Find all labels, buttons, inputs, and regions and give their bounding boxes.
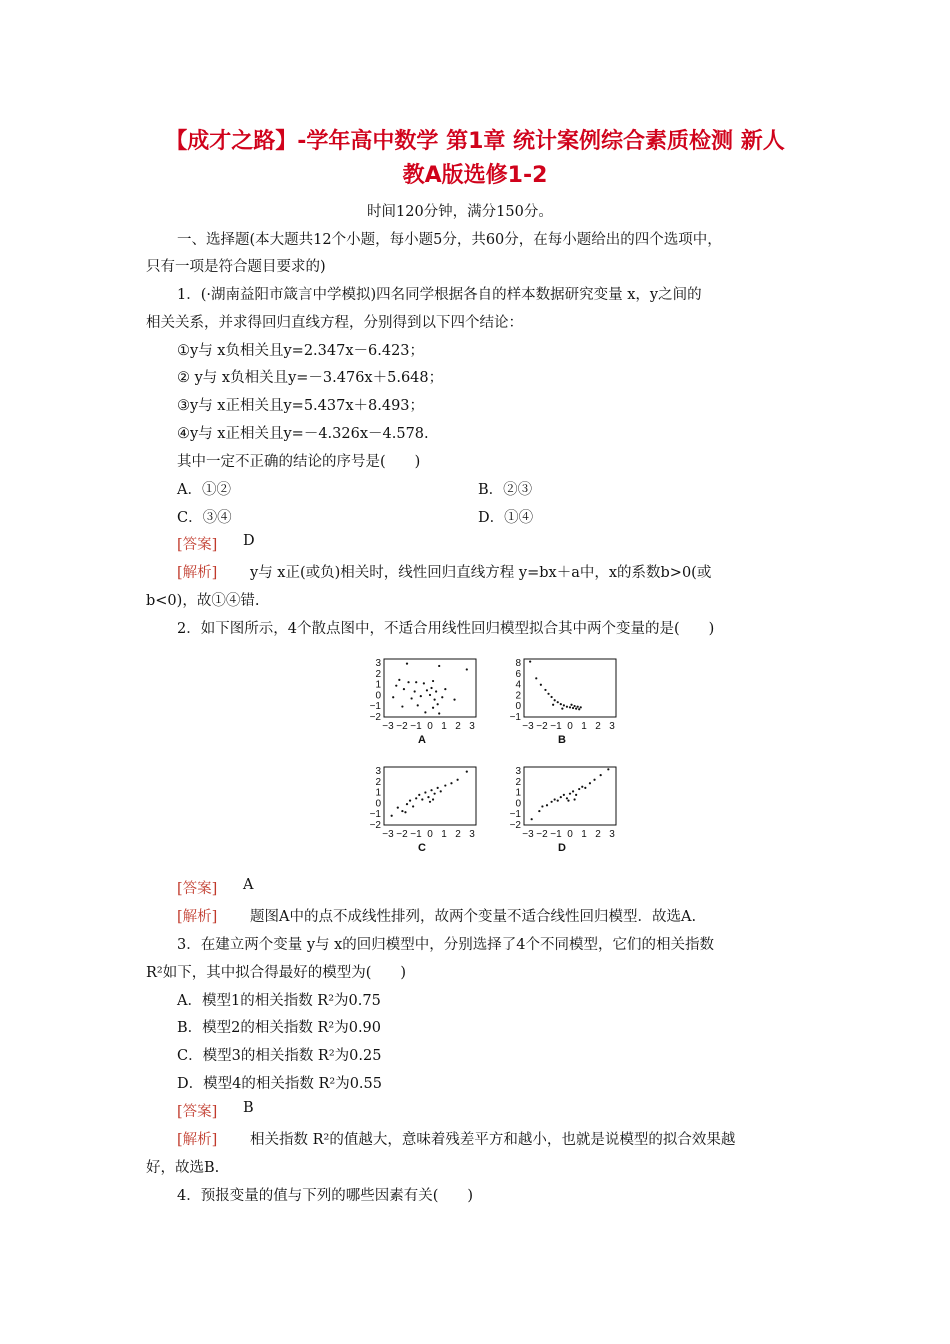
data-point [566, 706, 568, 708]
q1-explanation-cont: b<0)，故①④错. [146, 593, 260, 609]
plot-frame [384, 659, 476, 717]
scatter-plot-a [360, 655, 485, 755]
data-point [430, 789, 432, 791]
data-point [406, 803, 408, 805]
data-point [538, 810, 540, 812]
y-tick-label: −1 [369, 701, 381, 713]
data-point [401, 705, 403, 707]
data-point [437, 787, 439, 789]
data-point [572, 790, 574, 792]
data-point [423, 682, 425, 684]
y-tick-label: 1 [515, 787, 521, 799]
q3-answer-tag: [答案] [177, 1104, 218, 1120]
x-tick-label: 2 [595, 721, 601, 732]
data-point [412, 805, 414, 807]
data-point [466, 668, 468, 670]
x-tick-label: 1 [581, 721, 587, 732]
q1-answer: D [243, 533, 255, 549]
q3-option-a: A．模型1的相关指数 R²为0.75 [177, 993, 381, 1009]
x-tick-label: 3 [469, 721, 475, 732]
data-point [551, 801, 553, 803]
data-point [453, 699, 455, 701]
y-tick-label: 8 [515, 658, 521, 669]
plot-frame [384, 767, 476, 825]
y-tick-label: 3 [375, 658, 381, 669]
q1-question: 其中一定不正确的结论的序号是( ) [177, 454, 421, 470]
y-tick-label: 4 [515, 679, 521, 691]
data-point [560, 703, 562, 705]
data-point [392, 696, 394, 698]
q3-explain-tag: [解析] [177, 1132, 218, 1148]
data-point [438, 665, 440, 667]
q1-conclusion-3: ③y与 x正相关且y=5.437x＋8.493； [177, 398, 425, 414]
x-tick-label: −2 [396, 721, 408, 732]
q3-explanation: 相关指数 R²的值越大，意味着残差平方和越小，也就是说模型的拟合效果越 [250, 1132, 736, 1148]
y-tick-label: 2 [515, 776, 521, 788]
x-tick-label: 2 [595, 829, 601, 840]
y-tick-label: 0 [375, 690, 381, 702]
q2-explain-tag: [解析] [177, 909, 218, 925]
data-point [466, 771, 468, 773]
data-point [440, 790, 442, 792]
q3-answer: B [243, 1100, 254, 1116]
q1-option-a: A．①② [177, 482, 231, 498]
y-tick-label: −1 [369, 809, 381, 821]
q1-explanation: y与 x正(或负)相关时，线性回归直线方程 y=bx＋a中，x的系数b>0(或 [250, 565, 712, 581]
x-tick-label: −1 [550, 829, 562, 840]
doc-title-line1: 【成才之路】-学年高中数学 第1章 统计案例综合素质检测 新人 [165, 129, 785, 154]
data-point [409, 800, 411, 802]
y-tick-label: 2 [375, 776, 381, 788]
data-point [546, 804, 548, 806]
data-point [415, 681, 417, 683]
data-point [567, 800, 569, 802]
doc-title-line2: 教A版选修1-2 [402, 163, 548, 188]
data-point [563, 794, 565, 796]
y-tick-label: −1 [509, 809, 521, 821]
data-point [424, 711, 426, 713]
x-tick-label: −1 [410, 829, 422, 840]
x-tick-label: −3 [382, 829, 394, 840]
data-point [578, 788, 580, 790]
scatter-plots [360, 655, 620, 865]
data-point [424, 791, 426, 793]
section-heading: 一、选择题(本大题共12个小题，每小题5分，共60分，在每小题给出的四个选项中， [177, 232, 722, 248]
data-point [584, 787, 586, 789]
q1-option-b: B．②③ [478, 482, 533, 498]
data-point [575, 708, 577, 710]
x-tick-label: 3 [609, 829, 615, 840]
data-point [552, 704, 554, 706]
q2-explanation: 题图A中的点不成线性排列，故两个变量不适合线性回归模型．故选A. [250, 909, 697, 925]
q3-explanation-cont: 好，故选B. [146, 1160, 220, 1176]
data-point [569, 793, 571, 795]
x-tick-label: −3 [522, 829, 534, 840]
data-point [411, 697, 413, 699]
scatter-plot-b [500, 655, 625, 755]
q1-conclusion-1: ①y与 x负相关且y=2.347x－6.423； [177, 343, 425, 359]
x-tick-label: −3 [522, 721, 534, 732]
x-tick-label: 1 [581, 829, 587, 840]
x-tick-label: 0 [567, 829, 573, 840]
data-point [457, 779, 459, 781]
data-point [437, 703, 439, 705]
plot-label: A [418, 734, 426, 746]
data-point [593, 779, 595, 781]
q1-conclusion-4: ④y与 x正相关且y=－4.326x－4.578. [177, 426, 429, 442]
data-point [432, 798, 434, 800]
y-tick-label: −2 [509, 820, 521, 831]
y-tick-label: 0 [515, 701, 521, 713]
data-point [563, 704, 565, 706]
data-point [429, 801, 431, 803]
y-tick-label: 3 [375, 766, 381, 777]
x-tick-label: 1 [441, 829, 447, 840]
data-point [578, 708, 580, 710]
data-point [561, 708, 563, 710]
q3-option-c: C．模型3的相关指数 R²为0.25 [177, 1048, 382, 1064]
section-heading-cont: 只有一项是符合题目要求的) [146, 259, 326, 275]
data-point [450, 782, 452, 784]
q1-option-c: C．③④ [177, 510, 232, 526]
data-point [432, 707, 434, 709]
y-tick-label: 0 [375, 798, 381, 810]
plot-label: C [418, 842, 426, 854]
data-point [544, 689, 546, 691]
data-point [577, 706, 579, 708]
y-tick-label: 3 [515, 766, 521, 777]
data-point [580, 706, 582, 708]
data-point [430, 687, 432, 689]
x-tick-label: −1 [410, 721, 422, 732]
x-tick-label: −2 [396, 829, 408, 840]
x-tick-label: −1 [550, 721, 562, 732]
q1-answer-tag: [答案] [177, 537, 218, 553]
plot-label: D [558, 842, 566, 854]
data-point [600, 774, 602, 776]
q4-stem: 4．预报变量的值与下列的哪些因素有关( ) [177, 1188, 474, 1204]
data-point [414, 690, 416, 692]
q3-option-b: B．模型2的相关指数 R²为0.90 [177, 1020, 382, 1036]
x-tick-label: 3 [609, 721, 615, 732]
data-point [420, 695, 422, 697]
data-point [572, 707, 574, 709]
data-point [535, 677, 537, 679]
data-point [574, 798, 576, 800]
data-point [417, 704, 419, 706]
x-tick-label: 2 [455, 721, 461, 732]
q1-conclusion-2: ② y与 x负相关且y=－3.476x＋5.648； [177, 370, 444, 386]
y-tick-label: 2 [515, 690, 521, 702]
data-point [395, 685, 397, 687]
q1-explain-tag: [解析] [177, 565, 218, 581]
x-tick-label: 0 [427, 829, 433, 840]
data-point [557, 800, 559, 802]
data-point [435, 690, 437, 692]
q1-stem: 1．(·湖南益阳市箴言中学模拟)四名同学根据各自的样本数据研究变量 x，y之间的 [177, 287, 702, 303]
data-point [529, 660, 531, 662]
data-point [441, 696, 443, 698]
data-point [531, 818, 533, 820]
y-tick-label: −2 [369, 820, 381, 831]
x-tick-label: −2 [536, 721, 548, 732]
data-point [401, 810, 403, 812]
x-tick-label: −3 [382, 721, 394, 732]
data-point [427, 796, 429, 798]
data-point [418, 794, 420, 796]
data-point [444, 688, 446, 690]
data-point [406, 663, 408, 665]
data-point [540, 684, 542, 686]
data-point [398, 679, 400, 681]
data-point [403, 688, 405, 690]
data-point [574, 705, 576, 707]
q3-stem: 3．在建立两个变量 y与 x的回归模型中，分别选择了4个不同模型，它们的相关指数 [177, 937, 715, 953]
data-point [426, 689, 428, 691]
scatter-plot-c [360, 763, 485, 863]
q3-stem-cont: R²如下，其中拟合得最好的模型为( ) [146, 965, 407, 981]
plot-frame [524, 767, 616, 825]
data-point [551, 696, 553, 698]
data-point [438, 712, 440, 714]
x-tick-label: 0 [427, 721, 433, 732]
y-tick-label: 2 [375, 668, 381, 680]
data-point [589, 782, 591, 784]
data-point [415, 797, 417, 799]
q2-answer: A [243, 877, 254, 893]
x-tick-label: 0 [567, 721, 573, 732]
data-point [421, 798, 423, 800]
data-point [541, 805, 543, 807]
data-point [397, 807, 399, 809]
y-tick-label: 0 [515, 798, 521, 810]
data-point [557, 701, 559, 703]
x-tick-label: 3 [469, 829, 475, 840]
y-tick-label: −2 [369, 712, 381, 723]
data-point [607, 768, 609, 770]
x-tick-label: 1 [441, 721, 447, 732]
data-point [407, 681, 409, 683]
q2-stem: 2．如下图所示，4个散点图中，不适合用线性回归模型拟合其中两个变量的是( ) [177, 621, 715, 637]
time-limit: 时间120分钟，满分150分。 [367, 204, 553, 220]
q3-option-d: D．模型4的相关指数 R²为0.55 [177, 1076, 382, 1092]
data-point [404, 811, 406, 813]
y-tick-label: 1 [375, 787, 381, 799]
x-tick-label: −2 [536, 829, 548, 840]
data-point [391, 815, 393, 817]
y-tick-label: 1 [375, 679, 381, 691]
data-point [434, 793, 436, 795]
data-point [554, 798, 556, 800]
data-point [434, 699, 436, 701]
y-tick-label: 6 [515, 668, 521, 680]
data-point [566, 797, 568, 799]
data-point [569, 706, 571, 708]
data-point [575, 794, 577, 796]
data-point [570, 704, 572, 706]
data-point [554, 699, 556, 701]
data-point [581, 786, 583, 788]
q1-stem-cont: 相关关系，并求得回归直线方程，分别得到以下四个结论： [146, 315, 523, 331]
data-point [547, 693, 549, 695]
x-tick-label: 2 [455, 829, 461, 840]
data-point [560, 796, 562, 798]
q2-answer-tag: [答案] [177, 881, 218, 897]
q1-option-d: D．①④ [478, 510, 534, 526]
plot-label: B [558, 734, 566, 746]
scatter-plot-d [500, 763, 625, 863]
data-point [429, 694, 431, 696]
data-point [432, 680, 434, 682]
y-tick-label: −1 [509, 712, 521, 723]
data-point [444, 784, 446, 786]
